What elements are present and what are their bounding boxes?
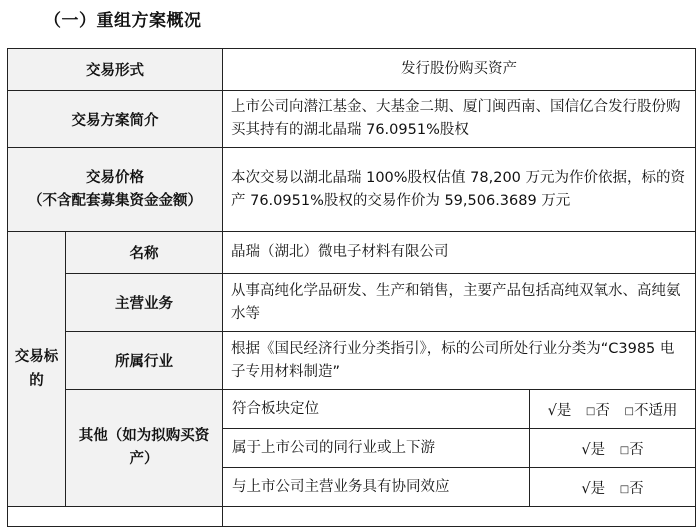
other-item-3-options bbox=[530, 468, 696, 507]
main-business-label: 主营业务 bbox=[66, 274, 223, 332]
target-name-value: 晶瑞（湖北）微电子材料有限公司 bbox=[223, 232, 696, 274]
row-main-business bbox=[8, 274, 696, 332]
row-transaction-form bbox=[8, 49, 696, 91]
target-group-label: 交易标的 bbox=[8, 232, 66, 507]
cut-off-cell bbox=[223, 507, 696, 527]
other-item-2-text: 属于上市公司的同行业或上下游 bbox=[223, 429, 530, 468]
transaction-price-value: 本次交易以湖北晶瑞 100%股权估值 78,200 万元为作价依据，标的资产 76.0951%股权的交易作价为 59,506.3689 万元 bbox=[223, 148, 696, 232]
option-not-applicable: □不适用 bbox=[624, 402, 678, 419]
cut-off-cell bbox=[8, 507, 223, 527]
row-transaction-price bbox=[8, 148, 696, 232]
check-mark-icon: √ bbox=[547, 402, 557, 419]
option-yes: √是 bbox=[581, 441, 606, 458]
row-cut-off bbox=[8, 507, 696, 527]
row-transaction-summary bbox=[8, 91, 696, 148]
option-yes: √是 bbox=[581, 480, 606, 497]
transaction-summary-value: 上市公司向潜江基金、大基金二期、厦门闽西南、国信亿合发行股份购买其持有的湖北晶瑞 76.0951%股权 bbox=[223, 91, 696, 148]
option-no: □否 bbox=[585, 402, 610, 419]
industry-value: 根据《国民经济行业分类指引》，标的公司所处行业分类为“C3985 电子专用材料制造” bbox=[223, 332, 696, 390]
option-yes: √是 bbox=[547, 402, 572, 419]
target-name-label: 名称 bbox=[66, 232, 223, 274]
industry-label: 所属行业 bbox=[66, 332, 223, 390]
option-no: □否 bbox=[619, 441, 644, 458]
row-target-name bbox=[8, 232, 696, 274]
empty-checkbox-icon: □ bbox=[619, 483, 630, 495]
check-mark-icon: √ bbox=[581, 441, 591, 458]
other-label: 其他（如为拟购买资产） bbox=[66, 390, 223, 507]
section-title: （一）重组方案概况 bbox=[44, 11, 202, 31]
transaction-price-label-main: 交易价格 bbox=[86, 169, 144, 186]
transaction-price-label-note: （不含配套募集资金金额） bbox=[28, 192, 202, 209]
transaction-form-value: 发行股份购买资产 bbox=[223, 49, 696, 91]
main-business-value: 从事高纯化学品研发、生产和销售，主要产品包括高纯双氧水、高纯氨水等 bbox=[223, 274, 696, 332]
other-item-2-options bbox=[530, 429, 696, 468]
row-industry bbox=[8, 332, 696, 390]
restructuring-overview-table bbox=[7, 48, 696, 527]
transaction-form-label: 交易形式 bbox=[8, 49, 223, 91]
empty-checkbox-icon: □ bbox=[624, 405, 634, 417]
option-no: □否 bbox=[619, 480, 644, 497]
row-other-1 bbox=[8, 390, 696, 429]
empty-checkbox-icon: □ bbox=[619, 444, 630, 456]
empty-checkbox-icon: □ bbox=[585, 405, 596, 417]
transaction-price-label bbox=[8, 148, 223, 232]
transaction-summary-label: 交易方案简介 bbox=[8, 91, 223, 148]
other-item-1-options bbox=[530, 390, 696, 429]
other-item-1-text: 符合板块定位 bbox=[223, 390, 530, 429]
other-item-3-text: 与上市公司主营业务具有协同效应 bbox=[223, 468, 530, 507]
check-mark-icon: √ bbox=[581, 480, 591, 497]
